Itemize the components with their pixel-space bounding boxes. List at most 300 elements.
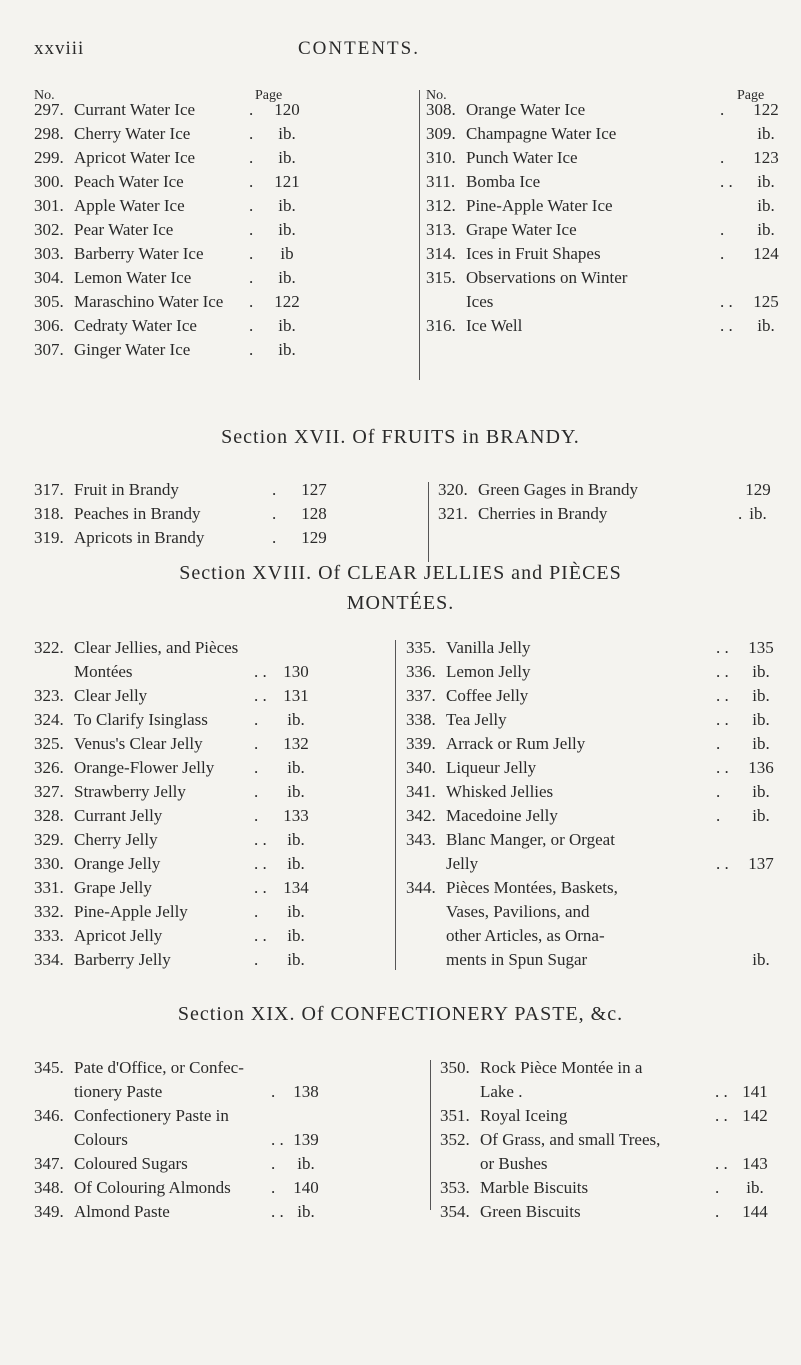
entry-leader: . . <box>716 686 729 705</box>
table-row <box>440 1154 800 1178</box>
entry-title: Currant Water Ice <box>74 100 196 119</box>
table-row <box>440 1202 800 1226</box>
table-row <box>406 734 786 758</box>
entry-title: Colours <box>74 1130 128 1149</box>
table-row <box>426 316 786 340</box>
entry-leader: . <box>249 244 254 263</box>
entry-leader: . <box>254 782 259 801</box>
entry-page: ib. <box>278 340 296 359</box>
entry-leader: . . <box>254 686 267 705</box>
entry-page: ib. <box>297 1202 315 1221</box>
entry-page: 127 <box>301 480 327 499</box>
entry-leader: . <box>271 1082 276 1101</box>
table-row <box>34 480 434 504</box>
table-row <box>34 638 394 662</box>
table-row <box>34 1106 434 1130</box>
table-row <box>440 1082 800 1106</box>
table-row <box>34 1178 434 1202</box>
entry-leader: . <box>272 480 277 499</box>
table-row <box>440 1106 800 1130</box>
table-row <box>440 1130 800 1154</box>
entry-title: Fruit in Brandy <box>74 480 179 499</box>
section17-right <box>438 480 778 528</box>
entry-page: ib. <box>757 220 775 239</box>
entry-title: Almond Paste <box>74 1202 170 1221</box>
col-head-page-right: Page <box>737 88 765 103</box>
entry-title: Coffee Jelly <box>446 686 529 705</box>
entry-title: Bomba Ice <box>466 172 541 191</box>
entry-title: Confectionery Paste in <box>74 1106 229 1125</box>
entry-page: ib. <box>287 710 305 729</box>
entry-title: Lemon Water Ice <box>74 268 192 287</box>
section-18-heading: Section XVIII. Of CLEAR JELLIES and PIÈCES <box>179 562 622 584</box>
entry-title: Ice Well <box>466 316 523 335</box>
table-row <box>406 758 786 782</box>
entry-page: ib. <box>752 734 770 753</box>
entry-title: To Clarify Isinglass <box>74 710 208 729</box>
entry-leader: . . <box>254 878 267 897</box>
entry-leader: . <box>716 806 721 825</box>
entry-page: 139 <box>293 1130 319 1149</box>
entry-leader: . <box>254 758 259 777</box>
entry-page: 124 <box>753 244 779 263</box>
entry-page: 125 <box>753 292 779 311</box>
entry-page: ib. <box>757 316 775 335</box>
entry-number: 337. <box>406 686 436 705</box>
entry-title: Marble Biscuits <box>480 1178 589 1197</box>
entry-page: 138 <box>293 1082 319 1101</box>
table-row <box>34 902 394 926</box>
entry-number: 323. <box>34 686 64 705</box>
entry-title: Pate d'Office, or Confec- <box>74 1058 244 1077</box>
table-row <box>34 220 434 244</box>
entry-page: 137 <box>748 854 774 873</box>
entry-leader: . <box>254 806 259 825</box>
table-row <box>406 638 786 662</box>
entry-title: or Bushes <box>480 1154 548 1173</box>
entry-number: 308. <box>426 100 456 119</box>
entry-leader: . <box>715 1178 720 1197</box>
entry-title: Of Colouring Almonds <box>74 1178 231 1197</box>
table-row <box>34 340 434 364</box>
section-18-heading-line2: MONTÉES. <box>346 592 455 614</box>
entry-title: Jelly <box>446 854 479 873</box>
entry-title: Lemon Jelly <box>446 662 531 681</box>
entry-number: 350. <box>440 1058 470 1077</box>
table-row <box>438 480 778 504</box>
entry-number: 327. <box>34 782 64 801</box>
table-row <box>440 1058 800 1082</box>
table-row <box>426 148 786 172</box>
entry-leader: . . <box>716 710 729 729</box>
entry-leader: . . <box>254 662 267 681</box>
entry-leader: . <box>249 292 254 311</box>
section17-left <box>34 480 434 552</box>
entry-leader: . <box>249 196 254 215</box>
entry-title: Vases, Pavilions, and <box>446 902 590 921</box>
entry-number: 348. <box>34 1178 64 1197</box>
entry-page: ib. <box>757 124 775 143</box>
entry-page: 141 <box>742 1082 768 1101</box>
table-row <box>406 854 786 878</box>
entry-leader: . . <box>254 830 267 849</box>
entry-page: ib. <box>287 758 305 777</box>
entry-number: 318. <box>34 504 64 523</box>
entry-title: Royal Iceing <box>480 1106 568 1125</box>
table-row <box>34 854 394 878</box>
entry-title: Green Biscuits <box>480 1202 581 1221</box>
entry-title: Observations on Winter <box>466 268 628 287</box>
page-number: xxviii <box>34 38 85 59</box>
entry-page: 122 <box>753 100 779 119</box>
entry-leader: . <box>720 100 725 119</box>
entry-title: Clear Jellies, and Pièces <box>74 638 239 657</box>
entry-page: ib. <box>757 172 775 191</box>
entry-number: 341. <box>406 782 436 801</box>
entry-number: 325. <box>34 734 64 753</box>
table-row <box>426 100 786 124</box>
entry-number: 315. <box>426 268 456 287</box>
entry-number: 302. <box>34 220 64 239</box>
entry-leader: . . <box>715 1154 728 1173</box>
entry-title: Pièces Montées, Baskets, <box>446 878 618 897</box>
entry-page: ib. <box>287 830 305 849</box>
entry-title: Blanc Manger, or Orgeat <box>446 830 615 849</box>
table-row <box>34 1082 434 1106</box>
entry-page: 121 <box>274 172 300 191</box>
entry-title: Currant Jelly <box>74 806 163 825</box>
entry-leader: . . <box>254 854 267 873</box>
table-row <box>426 172 786 196</box>
entry-title: Rock Pièce Montée in a <box>480 1058 643 1077</box>
entry-page: ib. <box>278 220 296 239</box>
entry-number: 330. <box>34 854 64 873</box>
entry-title: Pine-Apple Jelly <box>74 902 188 921</box>
entry-number: 297. <box>34 100 64 119</box>
entry-number: 313. <box>426 220 456 239</box>
entry-number: 351. <box>440 1106 470 1125</box>
entry-number: 326. <box>34 758 64 777</box>
table-row <box>406 710 786 734</box>
entry-page: 122 <box>274 292 300 311</box>
entry-title: Cherry Jelly <box>74 830 158 849</box>
entry-page: ib. <box>287 782 305 801</box>
entry-title: Vanilla Jelly <box>446 638 531 657</box>
entry-number: 303. <box>34 244 64 263</box>
entry-page: 140 <box>293 1178 319 1197</box>
table-row <box>406 878 786 902</box>
entry-title: Cherry Water Ice <box>74 124 191 143</box>
entry-number: 332. <box>34 902 64 921</box>
entry-title: Champagne Water Ice <box>466 124 617 143</box>
entry-page: 129 <box>745 480 771 499</box>
entry-title: Liqueur Jelly <box>446 758 537 777</box>
col-head-no-right: No. <box>426 88 447 103</box>
table-row <box>34 686 394 710</box>
entry-title: Whisked Jellies <box>446 782 554 801</box>
entry-title: Peach Water Ice <box>74 172 184 191</box>
entry-title: Coloured Sugars <box>74 1154 188 1173</box>
entry-number: 334. <box>34 950 64 969</box>
entry-title: Macedoine Jelly <box>446 806 558 825</box>
entry-leader: . <box>249 172 254 191</box>
entry-title: Strawberry Jelly <box>74 782 186 801</box>
entry-leader: . . <box>716 662 729 681</box>
table-row <box>426 292 786 316</box>
table-row <box>34 662 394 686</box>
entry-number: 346. <box>34 1106 64 1125</box>
entry-leader: . . <box>716 854 729 873</box>
entry-number: 321. <box>438 504 468 523</box>
entry-number: 299. <box>34 148 64 167</box>
entry-leader: . <box>720 220 725 239</box>
table-row <box>34 710 394 734</box>
entry-title: Clear Jelly <box>74 686 148 705</box>
table1-right <box>426 100 786 340</box>
entry-title: Apricot Water Ice <box>74 148 196 167</box>
entry-leader: . <box>271 1178 276 1197</box>
entry-page: 136 <box>748 758 774 777</box>
entry-page: ib. <box>278 316 296 335</box>
table-row <box>406 950 786 974</box>
entry-page: ib. <box>297 1154 315 1173</box>
entry-leader: . . <box>715 1106 728 1125</box>
entry-number: 354. <box>440 1202 470 1221</box>
entry-number: 353. <box>440 1178 470 1197</box>
entry-leader: . <box>716 734 721 753</box>
entry-title: Grape Water Ice <box>466 220 577 239</box>
entry-page: ib. <box>752 782 770 801</box>
entry-number: 329. <box>34 830 64 849</box>
entry-page: ib. <box>752 662 770 681</box>
table-row <box>34 100 434 124</box>
entry-leader: . <box>249 316 254 335</box>
entry-number: 307. <box>34 340 64 359</box>
entry-number: 352. <box>440 1130 470 1149</box>
entry-page: ib. <box>278 148 296 167</box>
table-row <box>34 1202 434 1226</box>
entry-leader: . <box>249 148 254 167</box>
entry-number: 314. <box>426 244 456 263</box>
entry-title: Barberry Jelly <box>74 950 171 969</box>
entry-title: Apricot Jelly <box>74 926 163 945</box>
entry-number: 344. <box>406 878 436 897</box>
table-row <box>34 1130 434 1154</box>
entry-title: Peaches in Brandy <box>74 504 201 523</box>
entry-page: 120 <box>274 100 300 119</box>
section-17-heading: Section XVII. Of FRUITS in BRANDY. <box>221 426 580 448</box>
entry-leader: . <box>272 528 277 547</box>
entry-leader: . <box>738 504 743 523</box>
entry-number: 311. <box>426 172 456 191</box>
entry-title: Apricots in Brandy <box>74 528 205 547</box>
entry-leader: . <box>249 220 254 239</box>
entry-number: 322. <box>34 638 64 657</box>
entry-title: Pine-Apple Water Ice <box>466 196 613 215</box>
entry-number: 312. <box>426 196 456 215</box>
table-row <box>34 926 394 950</box>
entry-leader: . <box>249 340 254 359</box>
entry-page: ib <box>280 244 294 263</box>
entry-leader: . . <box>254 926 267 945</box>
entry-number: 328. <box>34 806 64 825</box>
table-row <box>34 172 434 196</box>
entry-title: Grape Jelly <box>74 878 152 897</box>
table-row <box>406 806 786 830</box>
entry-number: 333. <box>34 926 64 945</box>
table-row <box>34 528 434 552</box>
entry-title: Montées <box>74 662 133 681</box>
entry-page: 135 <box>748 638 774 657</box>
entry-number: 347. <box>34 1154 64 1173</box>
entry-title: Punch Water Ice <box>466 148 578 167</box>
entry-page: 129 <box>301 528 327 547</box>
entry-leader: . . <box>720 316 733 335</box>
table-row <box>34 1154 434 1178</box>
column-divider <box>395 640 396 970</box>
table-row <box>34 758 394 782</box>
entry-number: 301. <box>34 196 64 215</box>
table-row <box>34 878 394 902</box>
entry-leader: . <box>720 148 725 167</box>
entry-page: 133 <box>283 806 309 825</box>
table-row <box>426 268 786 292</box>
entry-leader: . <box>254 734 259 753</box>
entry-leader: . <box>271 1154 276 1173</box>
entry-title: tionery Paste <box>74 1082 163 1101</box>
entry-number: 300. <box>34 172 64 191</box>
entry-number: 339. <box>406 734 436 753</box>
table-row <box>34 782 394 806</box>
section19-left <box>34 1058 434 1226</box>
entry-number: 342. <box>406 806 436 825</box>
entry-number: 319. <box>34 528 64 547</box>
entry-page: ib. <box>278 196 296 215</box>
entry-number: 309. <box>426 124 456 143</box>
entry-leader: . <box>715 1202 720 1221</box>
entry-page: ib. <box>752 710 770 729</box>
entry-page: ib. <box>752 950 770 969</box>
table-row <box>34 148 434 172</box>
table-row <box>406 662 786 686</box>
table-row <box>406 830 786 854</box>
table-row <box>34 124 434 148</box>
table-row <box>440 1178 800 1202</box>
entry-page: 143 <box>742 1154 768 1173</box>
entry-number: 306. <box>34 316 64 335</box>
entry-number: 345. <box>34 1058 64 1077</box>
entry-leader: . <box>254 710 259 729</box>
entry-leader: . <box>716 782 721 801</box>
entry-number: 305. <box>34 292 64 311</box>
table-row <box>34 316 434 340</box>
entry-number: 320. <box>438 480 468 499</box>
entry-number: 298. <box>34 124 64 143</box>
entry-title: Ices in Fruit Shapes <box>466 244 601 263</box>
entry-leader: . <box>720 244 725 263</box>
entry-number: 349. <box>34 1202 64 1221</box>
entry-page: 144 <box>742 1202 768 1221</box>
entry-title: Arrack or Rum Jelly <box>446 734 586 753</box>
table1-left <box>34 100 434 364</box>
table-row <box>34 830 394 854</box>
col-head-no-left: No. <box>34 88 55 103</box>
entry-number: 316. <box>426 316 456 335</box>
entry-page: ib. <box>752 806 770 825</box>
entry-title: ments in Spun Sugar <box>446 950 588 969</box>
entry-number: 340. <box>406 758 436 777</box>
entry-leader: . <box>272 504 277 523</box>
entry-number: 310. <box>426 148 456 167</box>
entry-page: ib. <box>749 504 767 523</box>
entry-page: ib. <box>287 902 305 921</box>
entry-title: Maraschino Water Ice <box>74 292 224 311</box>
entry-number: 317. <box>34 480 64 499</box>
col-head-page-left: Page <box>255 88 283 103</box>
entry-leader: . . <box>271 1130 284 1149</box>
entry-title: other Articles, as Orna- <box>446 926 605 945</box>
entry-page: 132 <box>283 734 309 753</box>
page-title: CONTENTS. <box>298 38 420 59</box>
entry-page: ib. <box>287 950 305 969</box>
entry-page: ib. <box>757 196 775 215</box>
table-row <box>406 686 786 710</box>
entry-number: 336. <box>406 662 436 681</box>
entry-leader: . . <box>716 638 729 657</box>
table-row <box>438 504 778 528</box>
entry-page: 123 <box>753 148 779 167</box>
entry-page: ib. <box>278 124 296 143</box>
entry-leader: . <box>254 950 259 969</box>
table-row <box>34 950 394 974</box>
entry-page: 142 <box>742 1106 768 1125</box>
entry-title: Pear Water Ice <box>74 220 174 239</box>
section-19-heading: Section XIX. Of CONFECTIONERY PASTE, &c. <box>177 1003 624 1025</box>
table-row <box>34 244 434 268</box>
entry-title: Ices <box>466 292 494 311</box>
section18-left <box>34 638 394 974</box>
section18-right <box>406 638 786 974</box>
entry-number: 338. <box>406 710 436 729</box>
table-row <box>34 1058 434 1082</box>
entry-page: 134 <box>283 878 309 897</box>
table-row <box>426 196 786 220</box>
entry-title: Orange Water Ice <box>466 100 586 119</box>
entry-page: 130 <box>283 662 309 681</box>
entry-page: 131 <box>283 686 309 705</box>
table-row <box>34 268 434 292</box>
entry-number: 304. <box>34 268 64 287</box>
entry-number: 324. <box>34 710 64 729</box>
entry-leader: . <box>249 124 254 143</box>
entry-leader: . . <box>715 1082 728 1101</box>
entry-page: ib. <box>287 926 305 945</box>
entry-page: ib. <box>746 1178 764 1197</box>
entry-title: Of Grass, and small Trees, <box>480 1130 661 1149</box>
entry-title: Green Gages in Brandy <box>478 480 639 499</box>
table-row <box>406 782 786 806</box>
entry-page: 128 <box>301 504 327 523</box>
entry-leader: . . <box>271 1202 284 1221</box>
entry-leader: . <box>254 902 259 921</box>
table-row <box>426 124 786 148</box>
entry-title: Lake . <box>480 1082 523 1101</box>
entry-page: ib. <box>278 268 296 287</box>
entry-title: Ginger Water Ice <box>74 340 191 359</box>
table-row <box>34 292 434 316</box>
entry-number: 335. <box>406 638 436 657</box>
entry-number: 343. <box>406 830 436 849</box>
